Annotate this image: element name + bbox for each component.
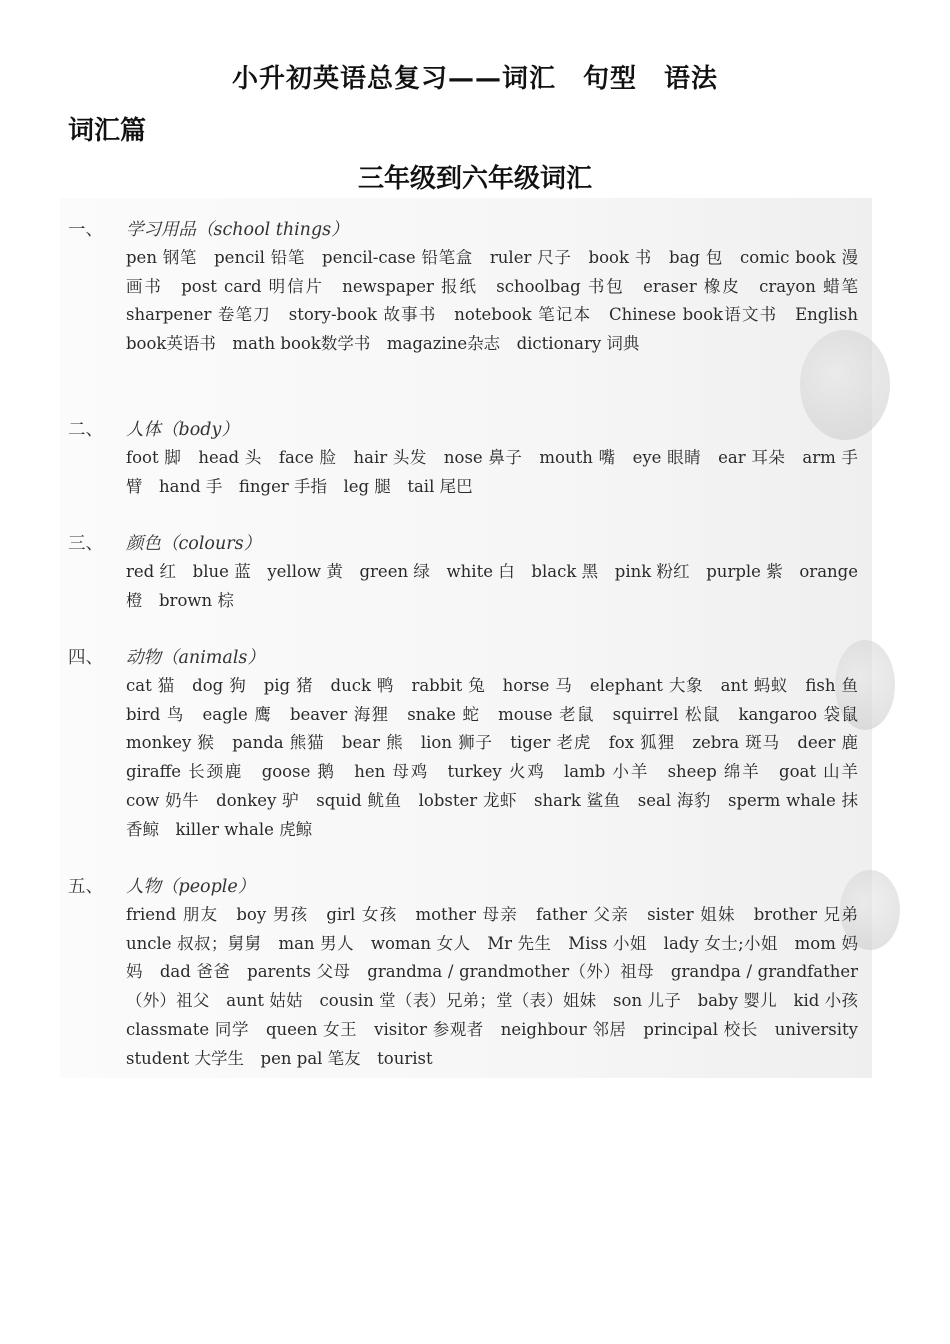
- category-heading: [68, 216, 868, 244]
- category-name: 学习用品（school things）: [126, 220, 349, 240]
- category-heading: [68, 873, 868, 901]
- vocab-category-colours: [68, 530, 868, 615]
- category-heading: [68, 416, 868, 444]
- category-word-list: foot 脚 head 头 face 脸 hair 头发 nose 鼻子 mouth 嘴 eye 眼睛 ear 耳朵 arm 手臂 hand 手 finger 手指 leg 腿 tail 尾巴: [126, 448, 858, 496]
- vocab-category-school-things: [68, 216, 875, 359]
- category-word-list: pen 钢笔 pencil 铅笔 pencil-case 铅笔盒 ruler 尺子 book 书 bag 包 comic book 漫画书 post card 明信片 newspaper 报纸 schoolbag 书包 eraser 橡皮 crayon 蜡笔 sharpener 卷笔刀 story-book 故事书 notebook 笔记本 Chinese book语文书 English book英语书 math book数学书 magazine杂志 dictionary 词典: [126, 248, 875, 354]
- category-number: 五、: [68, 877, 103, 897]
- category-name: 人体（body）: [126, 420, 239, 440]
- category-name: 颜色（colours）: [126, 534, 262, 554]
- category-number: 三、: [68, 534, 103, 554]
- category-word-list: cat 猫 dog 狗 pig 猪 duck 鸭 rabbit 兔 horse 马 elephant 大象 ant 蚂蚁 fish 鱼 bird 鸟 eagle 鹰 beaver 海狸 snake 蛇 mouse 老鼠 squirrel 松鼠 kangaroo 袋鼠 monkey 猴 panda 熊猫 bear 熊 lion 狮子 tiger 老虎 fox 狐狸 zebra 斑马 deer 鹿 giraffe 长颈鹿 goose 鹅 hen 母鸡 turkey 火鸡 lamb 小羊 sheep 绵羊 goat 山羊 cow 奶牛 donkey 驴 squid 鱿鱼 lobster 龙虾 shark 鲨鱼 seal 海豹 sperm whale 抹香鲸 killer whale 虎鲸: [126, 676, 875, 839]
- category-name: 动物（animals）: [126, 648, 265, 668]
- category-number: 一、: [68, 220, 103, 240]
- category-word-list: friend 朋友 boy 男孩 girl 女孩 mother 母亲 father 父亲 sister 姐妹 brother 兄弟 uncle 叔叔；舅舅 man 男人 woman 女人 Mr 先生 Miss 小姐 lady 女士;小姐 mom 妈妈 dad 爸爸 parents 父母 grandma / grandmother（外）祖母 grandpa / grandfather（外）祖父 aunt 姑姑 cousin 堂（表）兄弟；堂（表）姐妹 son 儿子 baby 婴儿 kid 小孩 classmate 同学 queen 女王 visitor 参观者 neighbour 邻居 principal 校长 university student 大学生 pen pal 笔友 tourist: [126, 905, 875, 1068]
- vocab-category-people: [68, 873, 875, 1073]
- category-heading: [68, 530, 868, 558]
- vocab-category-animals: [68, 644, 875, 844]
- section-heading: 词汇篇: [68, 116, 147, 146]
- page-subtitle: 三年级到六年级词汇: [357, 164, 592, 194]
- vocab-category-body: [68, 416, 868, 501]
- category-number: 二、: [68, 420, 103, 440]
- category-name: 人物（people）: [126, 877, 256, 897]
- category-word-list: red 红 blue 蓝 yellow 黄 green 绿 white 白 black 黑 pink 粉红 purple 紫 orange 橙 brown 棕: [126, 562, 858, 610]
- page-title: 小升初英语总复习——词汇 句型 语法: [231, 64, 718, 94]
- category-heading: [68, 644, 868, 672]
- category-number: 四、: [68, 648, 103, 668]
